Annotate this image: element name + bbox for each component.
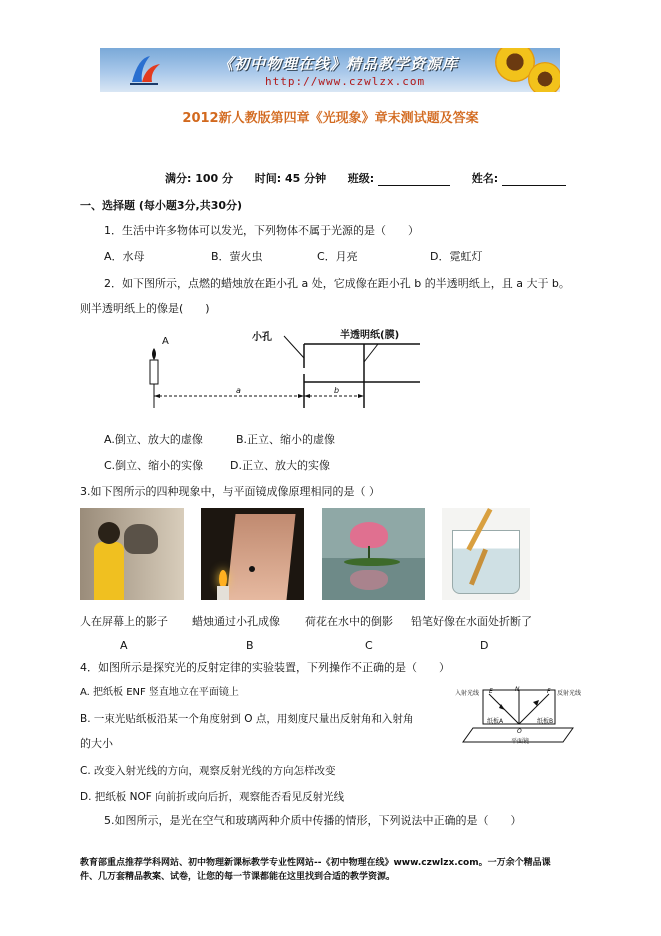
fig-dim-a: a xyxy=(236,386,241,395)
q1-option-b: B．萤火虫 xyxy=(211,250,263,263)
footer-note xyxy=(80,856,620,884)
banner-title: 《初中物理在线》精品教学资源库 xyxy=(218,55,459,73)
fig-reflect-label: 反射光线 xyxy=(557,690,582,697)
q4-option-a: A. 把纸板 ENF 竖直地立在平面镜上 xyxy=(80,687,239,698)
q4-option-b: B. 一束光贴纸板沿某一个角度射到 O 点，用刻度尺量出反射角和入射角 xyxy=(80,713,414,725)
fig-e-label: E xyxy=(489,688,493,695)
name-field[interactable] xyxy=(502,174,566,186)
question-5: 5.如图所示，是光在空气和玻璃两种介质中传播的情形，下列说法中正确的是（ ） xyxy=(104,814,522,827)
fig-n-label: N xyxy=(515,686,520,693)
q2-option-a: A.倒立、放大的虚像 xyxy=(104,433,203,446)
footer-line-2: 件、几万套精品教案、试卷，让您的每一节课都能在这里找到合适的教学资源。 xyxy=(80,872,396,882)
fig-label-paper: 半透明纸(膜) xyxy=(340,330,400,341)
q4-option-c: C. 改变入射光线的方向，观察反射光线的方向怎样改变 xyxy=(80,765,336,777)
fig-f-label: F xyxy=(547,688,551,695)
q4-option-b-cont: 的大小 xyxy=(80,737,113,750)
q3-letter-c: C xyxy=(365,639,373,652)
q1-option-d: D．霓虹灯 xyxy=(430,250,483,263)
q3-caption-d: 铅笔好像在水面处折断了 xyxy=(411,615,532,628)
footer-line-1: 教育部重点推荐学科网站、初中物理新课标教学专业性网站--《初中物理在线》www.czwlzx.com。一万余个精品课 xyxy=(80,858,551,868)
fig-label-hole: 小孔 xyxy=(252,332,272,343)
score-label: 满分: 100 分 xyxy=(165,172,234,185)
question-3: 3.如下图所示的四种现象中，与平面镜成像原理相同的是（ ） xyxy=(80,485,380,498)
q2-option-d: D.正立、放大的实像 xyxy=(230,459,330,472)
photo-lotus-image xyxy=(322,508,425,600)
question-4: 4．如图所示是探究光的反射定律的实验装置，下列操作不正确的是（ ） xyxy=(80,661,450,674)
header-banner xyxy=(100,48,560,92)
q3-letter-a: A xyxy=(120,639,128,652)
sunflower-icon xyxy=(528,62,560,92)
section-heading: 一、选择题 (每小题3分,共30分) xyxy=(80,199,243,212)
photo-pencil-image xyxy=(442,508,530,600)
fig-label-a: A xyxy=(162,336,169,347)
fig-o-label: O xyxy=(517,728,522,735)
pinhole-diagram xyxy=(140,322,430,414)
exam-info xyxy=(165,170,566,186)
q3-caption-a: 人在屏幕上的影子 xyxy=(80,615,168,628)
photo-shadow-image xyxy=(80,508,184,600)
q4-option-d: D. 把纸板 NOF 向前折或向后折，观察能否看见反射光线 xyxy=(80,791,345,803)
q3-letter-b: B xyxy=(246,639,254,652)
logo-icon xyxy=(128,54,162,86)
fig-board-a-label: 纸板A xyxy=(487,718,504,725)
question-1: 1．生活中许多物体可以发光，下列物体不属于光源的是（ ） xyxy=(104,224,419,237)
question-2: 2．如下图所示，点燃的蜡烛放在距小孔 a 处，它成像在距小孔 b 的半透明纸上，且 a 大于 b。 xyxy=(104,277,570,290)
photo-candle-image xyxy=(201,508,304,600)
question-2-cont: 则半透明纸上的像是( ) xyxy=(80,302,210,315)
fig-incident-label: 入射光线 xyxy=(455,690,480,697)
page-title: 2012新人教版第四章《光现象》章末测试题及答案 xyxy=(182,111,479,126)
banner-url[interactable]: http://www.czwlzx.com xyxy=(265,75,426,88)
q3-letter-d: D xyxy=(480,639,489,652)
fig-mirror-label: 平面镜 xyxy=(511,738,530,745)
name-label: 姓名: xyxy=(471,172,499,185)
q3-caption-c: 荷花在水中的倒影 xyxy=(305,615,393,628)
q3-caption-b: 蜡烛通过小孔成像 xyxy=(192,615,280,628)
fig-dim-b: b xyxy=(334,386,340,395)
reflection-diagram xyxy=(455,684,585,752)
q1-option-c: C．月亮 xyxy=(317,250,358,263)
fig-board-b-label: 纸板B xyxy=(537,718,554,725)
class-label: 班级: xyxy=(347,172,375,185)
time-label: 时间: 45 分钟 xyxy=(254,172,327,185)
q1-option-a: A．水母 xyxy=(104,250,145,263)
q2-option-c: C.倒立、缩小的实像 xyxy=(104,459,204,472)
q2-option-b: B.正立、缩小的虚像 xyxy=(236,433,336,446)
class-field[interactable] xyxy=(378,174,450,186)
